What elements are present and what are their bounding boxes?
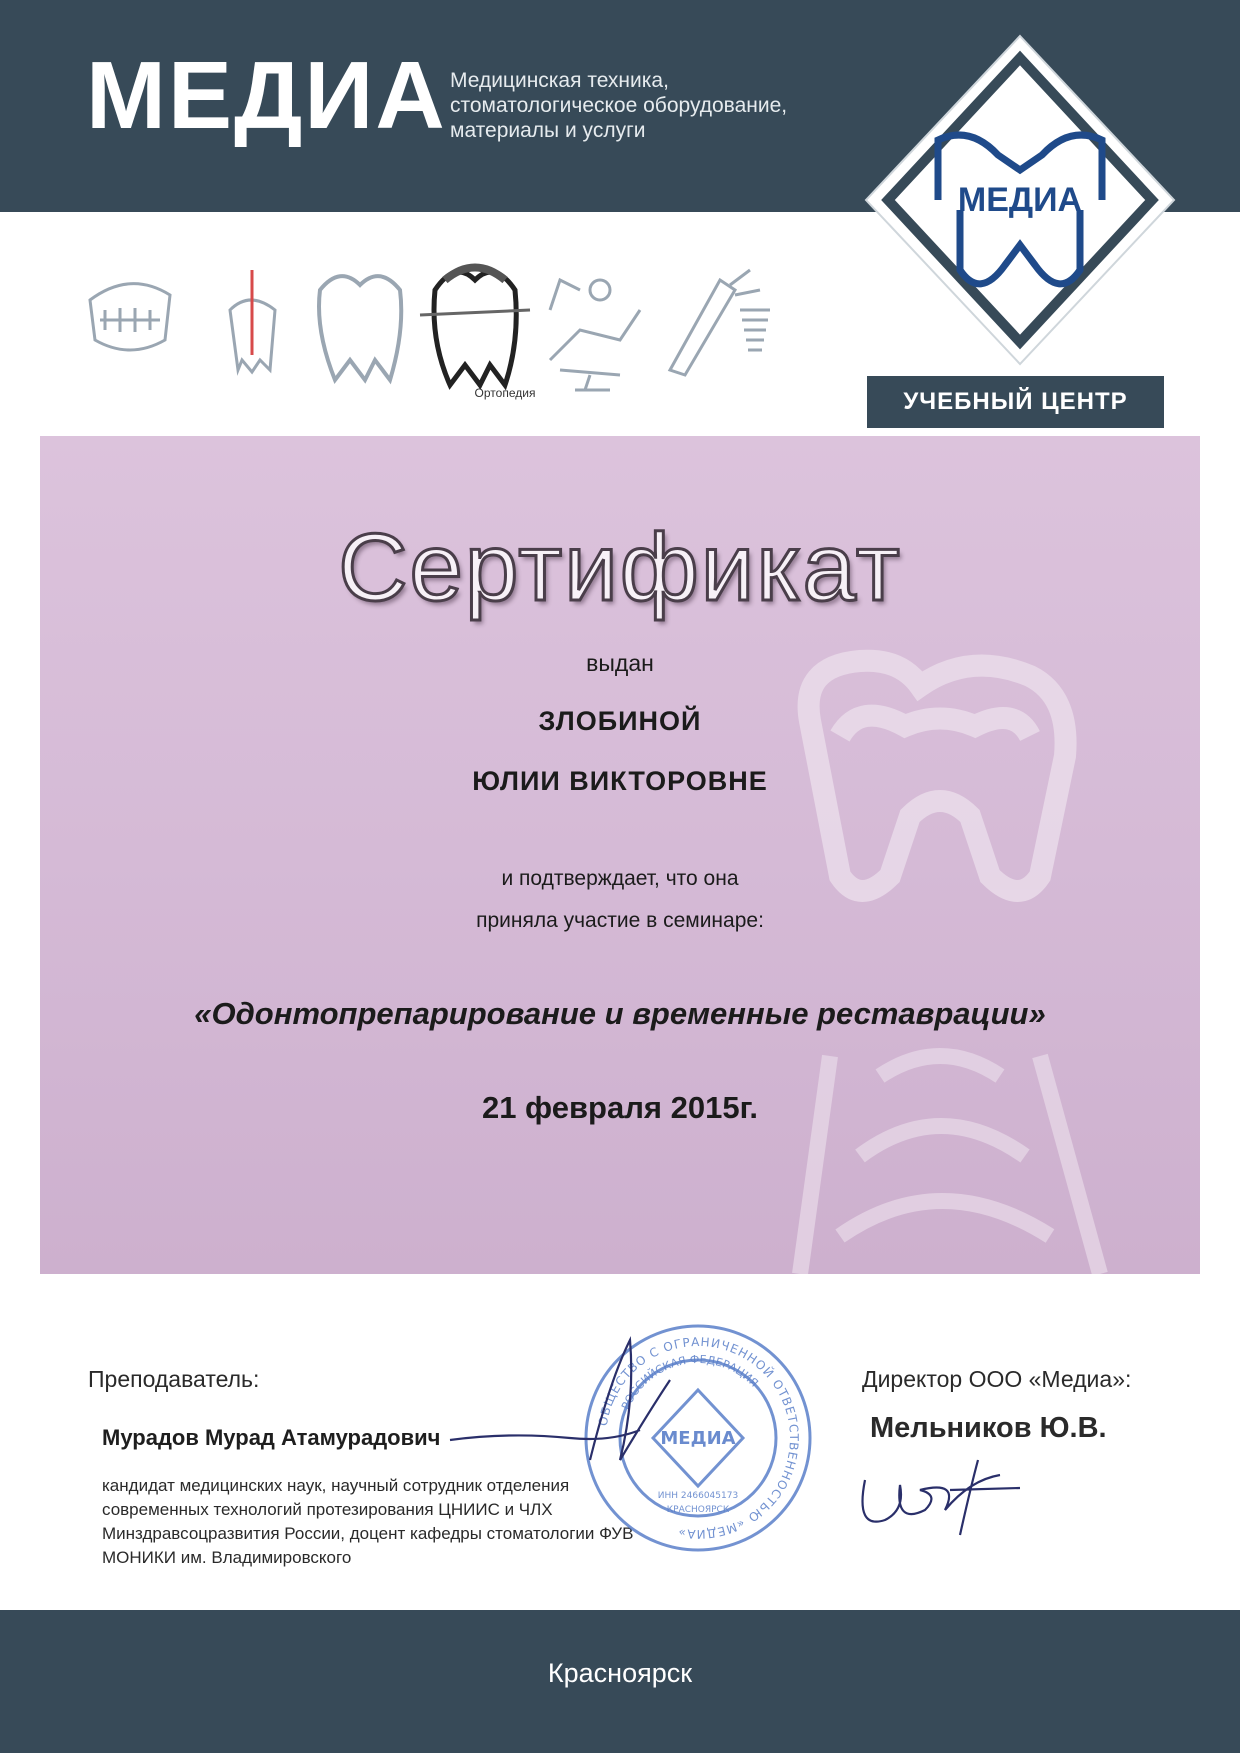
lecturer-bio-line: МОНИКИ им. Владимировского [102, 1548, 352, 1567]
seminar-title: «Одонтопрепарирование и временные реставрации» [194, 996, 1046, 1031]
director-label: Директор ООО «Медиа»: [862, 1366, 1132, 1392]
confirmation-line-2: приняла участие в семинаре: [476, 909, 764, 932]
seminar-date: 21 февраля 2015г. [481, 1090, 759, 1125]
training-center-badge: УЧЕБНЫЙ ЦЕНТР [867, 376, 1164, 428]
dental-tools-icon [670, 270, 770, 375]
stamp-center-text: МЕДИА [660, 1428, 736, 1449]
issued-label: выдан [586, 650, 654, 676]
tagline-line: материалы и услуги [450, 119, 646, 142]
lecturer-bio-line: Минздравсоцразвития России, доцент кафедры стоматологии ФУВ [102, 1524, 634, 1543]
certificate-title: Сертификат [338, 514, 902, 621]
director-signature [850, 1440, 1070, 1550]
recipient-surname: ЗЛОБИНОЙ [538, 706, 702, 736]
tooth-icon [319, 276, 401, 380]
stamp-ring-top: РОССИЙСКАЯ ФЕДЕРАЦИЯ [619, 1352, 761, 1412]
dentures-icon [90, 284, 170, 350]
tagline-line: стоматологическое оборудование, [450, 94, 788, 117]
confirmation-line-1: и подтверждает, что она [501, 867, 739, 890]
lecturer-label: Преподаватель: [88, 1366, 260, 1392]
tagline-line: Медицинская техника, [450, 69, 669, 92]
stamp-ring-text: ОБЩЕСТВО С ОГРАНИЧЕННОЙ ОТВЕТСТВЕННОСТЬЮ «МЕДИА» [595, 1334, 802, 1542]
brand-title: МЕДИА [86, 42, 447, 149]
icon-caption: Ортопедия [474, 386, 536, 400]
footer-city: Красноярск [547, 1658, 693, 1688]
root-canal-icon [230, 270, 275, 372]
lecturer-bio-line: современных технологий протезирования ЦНИИС и ЧЛХ [102, 1500, 553, 1519]
lecturer-bio-line: кандидат медицинских наук, научный сотрудник отделения [102, 1476, 570, 1495]
crown-tooth-icon [420, 268, 530, 386]
stamp-city: КРАСНОЯРСК [666, 1505, 730, 1515]
lecturer-signature [440, 1320, 690, 1470]
stamp-inn: ИНН 2466045173 [657, 1491, 739, 1501]
lecturer-name: Мурадов Мурад Атамурадович [102, 1425, 441, 1450]
logo-text: МЕДИА [957, 181, 1083, 219]
recipient-given-names: ЮЛИИ ВИКТОРОВНЕ [472, 766, 768, 796]
director-name: Мельников Ю.В. [870, 1412, 1107, 1444]
brand-tagline [450, 68, 787, 143]
dental-chair-icon [550, 280, 640, 390]
media-logo [860, 30, 1180, 370]
